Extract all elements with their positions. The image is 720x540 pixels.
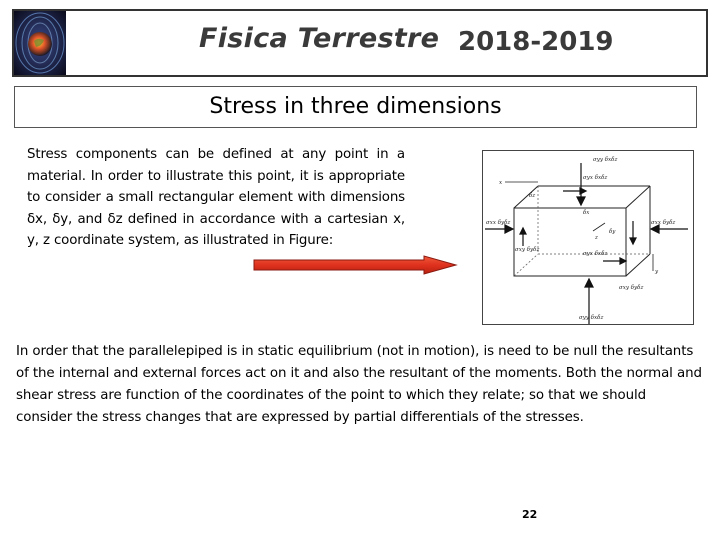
label-top-normal: σyy δxδz [593,157,618,163]
force-arrows [485,163,688,324]
slide-title: Stress in three dimensions [209,94,502,119]
label-right-normal: σxx δyδz [651,220,676,226]
label-center-shear: σyx δxδz [583,251,608,257]
label-bottom-normal: σyy δxδz [579,315,604,321]
equilibrium-paragraph: In order that the parallelepiped is in static equilibrium (not in motion), is need to be null the resultants of the internal and external forces act on it and also the resultant of the moments. Both the normal and shear stress are function of the coordinates of the point to which they relate; so that we should consider the stress changes that are expressed by partial differentials of the stresses. [16,344,702,425]
label-x-axis: x [499,180,503,186]
label-z-axis: z [595,235,598,241]
label-dy: δy [609,229,616,235]
label-right-shear: σxy δyδz [619,285,644,291]
slide-title-box [14,86,697,128]
label-y-axis: y [655,269,659,275]
earth-magnetosphere-logo [14,11,66,75]
label-dz: δz [529,193,536,199]
label-dx: δx [583,210,590,216]
arrow-right-icon [252,254,458,280]
academic-year: 2018-2019 [458,27,614,57]
label-left-normal: σxx δyδz [486,220,511,226]
page-number: 22 [522,508,538,521]
course-title: Fisica Terrestre [199,23,440,54]
label-left-shear: σxy δyδz [515,247,540,253]
label-top-shear: σyx δxδz [583,175,608,181]
stress-element-figure [482,150,694,325]
header-bar [12,9,708,77]
intro-paragraph: Stress components can be defined at any point in a material. In order to illustrate this point, it is appropriate to consider a small rectangular element with dimensions δx, δy, and δz defined in accordance with a cartesian x, y, z coordinate system, as illustrated in Figure: [27,147,405,248]
